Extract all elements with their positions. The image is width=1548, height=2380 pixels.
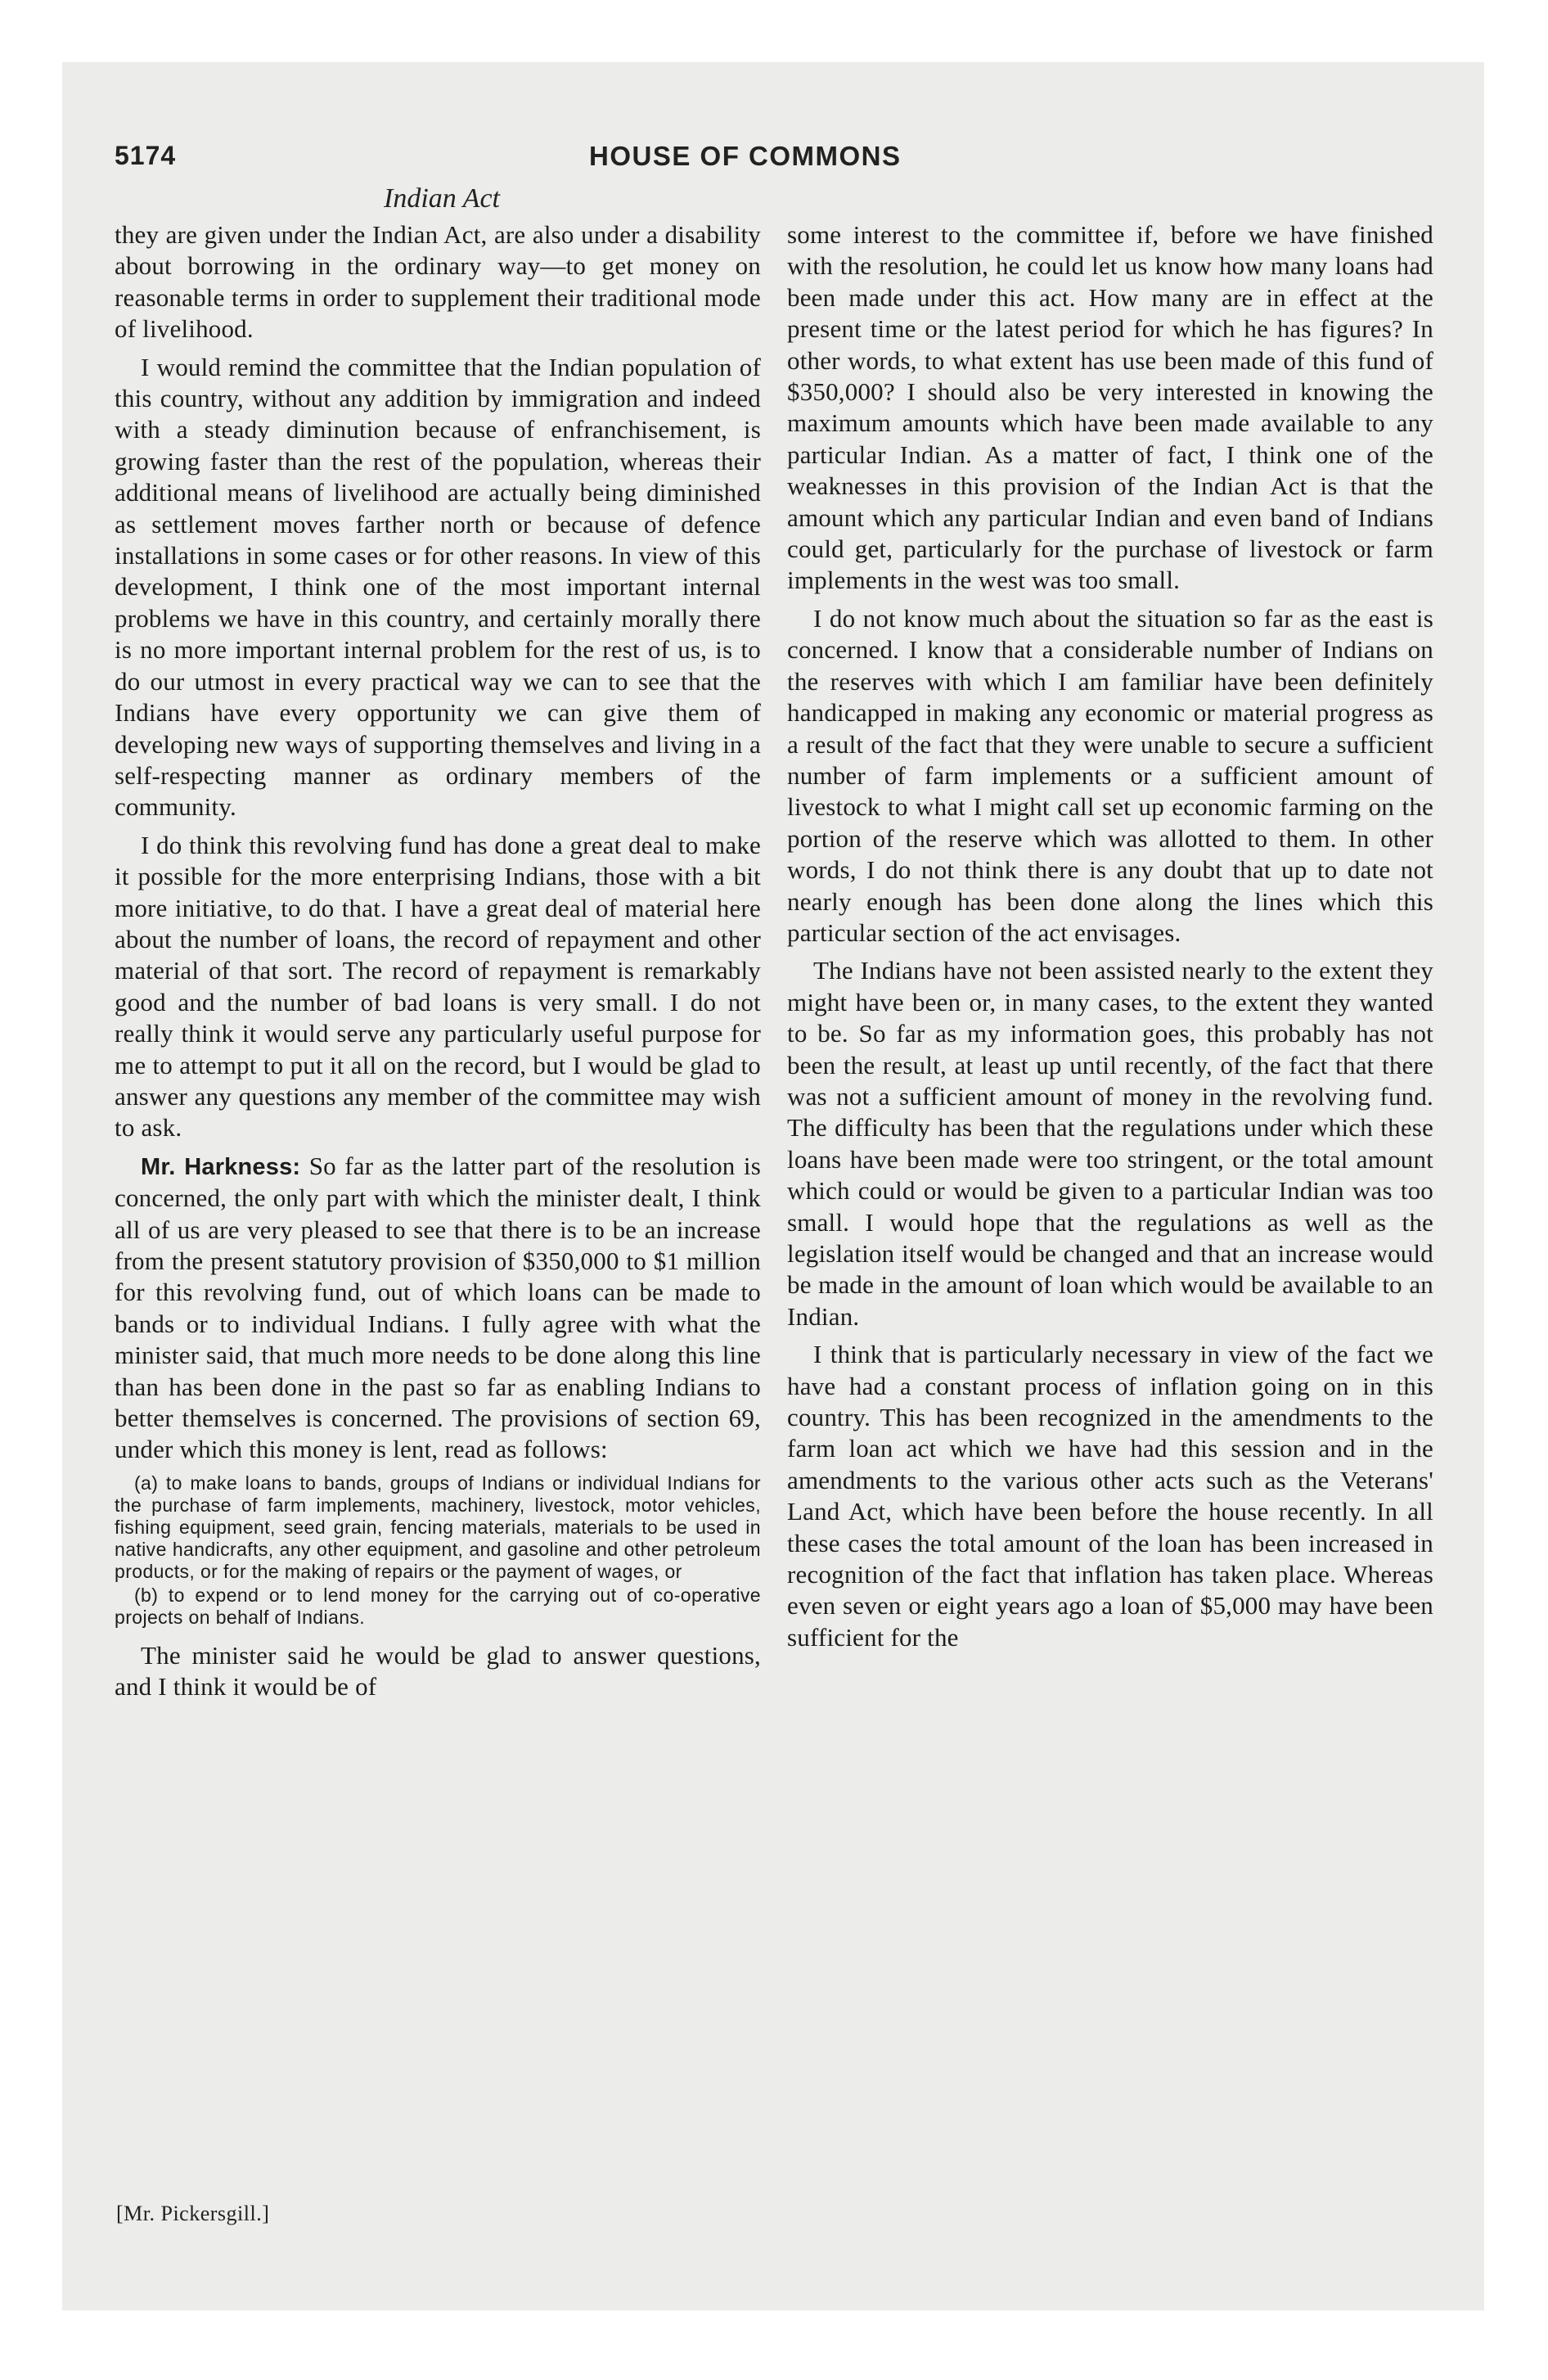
- quoted-statute: [115, 1472, 761, 1629]
- paragraph: they are given under the Indian Act, are also under a disability about borrowing in the ordinary way—to get money on reasonable terms in order to supplement their traditional mode of livelihood.: [115, 220, 761, 344]
- running-head: HOUSE OF COMMONS: [589, 141, 902, 171]
- speaker-reference: [Mr. Pickersgill.]: [116, 2202, 270, 2225]
- paragraph: [115, 1151, 761, 1466]
- quote-clause-a: (a) to make loans to bands, groups of Indians or individual Indians for the purchase of farm implements, machinery, livestock, motor vehicles, fishing equipment, seed grain, fencing materials, materials to be used in native handicrafts, any other equipment, and gasoline and other petroleum products, or for the making of repairs or the payment of wages, or: [115, 1472, 761, 1582]
- speaker-name: Mr. Harkness:: [141, 1153, 301, 1180]
- paragraph: I do think this revolving fund has done a great deal to make it possible for the more enterprising Indians, those with a bit more initiative, to do that. I have a great deal of material here about the number of loans, the record of repayment and other material of that sort. The record of repayment is remarkably good and the number of bad loans is very small. I do not really think it would serve any particularly useful purpose for me to attempt to put it all on the record, but I would be glad to answer any questions any member of the committee may wish to ask.: [115, 830, 761, 1143]
- paragraph: I do not know much about the situation so far as the east is concerned. I know that a considerable number of Indians on the reserves with which I am familiar have been definitely handicapped in making any economic or material progress as a result of the fact that they were unable to secure a sufficient number of farm implements or a sufficient amount of livestock to what I might call set up economic farming on the portion of the reserve which was allotted to them. In other words, I do not think there is any doubt that up to date not nearly enough has been done along the lines which this particular section of the act envisages.: [787, 603, 1433, 947]
- subject-heading: Indian Act: [384, 183, 500, 214]
- speech-text: So far as the latter part of the resolution is concerned, the only part with which the minister dealt, I think all of us are very pleased to see that there is to be an increase from the present statutory provision of $350,000 to $1 million for this revolving fund, out of which loans can be made to bands or to individual Indians. I fully agree with what the minister said, that much more needs to be done along this line than has been done in the past so far as enabling Indians to better themselves is concerned. The provisions of section 69, under which this money is lent, read as follows:: [115, 1151, 761, 1464]
- quote-clause-b: (b) to expend or to lend money for the carrying out of co-operative projects on behalf of Indians.: [115, 1584, 761, 1628]
- page-number: 5174: [115, 141, 177, 170]
- paragraph: The Indians have not been assisted nearly to the extent they might have been or, in many cases, to the extent they wanted to be. So far as my information goes, this probably has not been the result, at least up until recently, of the fact that there was not a sufficient amount of money in the revolving fund. The difficulty has been that the regulations under which these loans have been made were too stringent, or the total amount which could or would be given to a particular Indian was too small. I would hope that the regulations as well as the legislation itself would be changed and that an increase would be made in the amount of loan which would be available to an Indian.: [787, 956, 1433, 1331]
- paragraph: The minister said he would be glad to answer questions, and I think it would be of: [115, 1640, 761, 1702]
- paragraph: I would remind the committee that the Indian population of this country, without any addition by immigration and indeed with a steady diminution because of enfranchisement, is growing faster than the rest of the population, whereas their additional means of livelihood are actually being diminished as settlement moves farther north or because of defence installations in some cases or for other reasons. In view of this development, I think one of the most important internal problems we have in this country, and certainly morally there is no more important internal problem for the rest of us, is to do our utmost in every practical way we can to see that the Indians have every opportunity we can give them of developing new ways of supporting themselves and living in a self-respecting manner as ordinary members of the community.: [115, 352, 761, 822]
- left-column: [115, 219, 761, 1710]
- right-column: [787, 219, 1433, 1660]
- paragraph: I think that is particularly necessary in view of the fact we have had a constant process of inflation going on in this country. This has been recognized in the amendments to the farm loan act which we have had this session and in the amendments to the various other acts such as the Veterans' Land Act, which have been before the house recently. In all these cases the total amount of the loan has been increased in recognition of the fact that inflation has taken place. Whereas even seven or eight years ago a loan of $5,000 may have been sufficient for the: [787, 1340, 1433, 1652]
- paragraph: some interest to the committee if, before we have finished with the resolution, he could let us know how many loans had been made under this act. How many are in effect at the present time or the latest period for which he has figures? In other words, to what extent has use been made of this fund of $350,000? I should also be very interested in knowing the maximum amounts which have been made available to any particular Indian. As a matter of fact, I think one of the weaknesses in this provision of the Indian Act is that the amount which any particular Indian and even band of Indians could get, particularly for the purchase of livestock or farm implements in the west was too small.: [787, 220, 1433, 595]
